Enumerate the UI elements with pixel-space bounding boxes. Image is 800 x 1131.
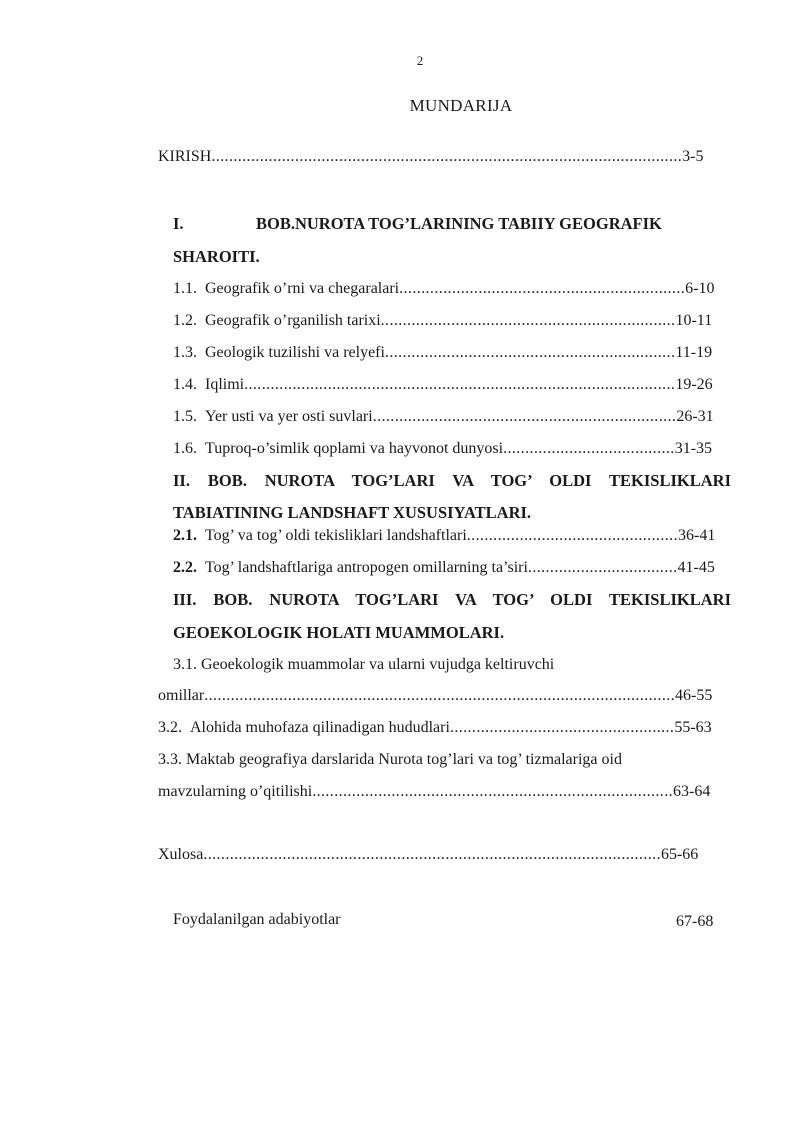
chapter2-title-line2: TABIATINING LANDSHAFT XUSUSIYATLARI. — [173, 503, 532, 522]
dot-leader: ........................................................................................................... — [204, 687, 676, 704]
dot-leader: .................................. — [527, 559, 678, 576]
toc-entry-3-3 — [158, 782, 714, 802]
toc-entry-label: omillar — [158, 687, 205, 704]
toc-entry-pages: 63-64 — [673, 783, 711, 800]
toc-entry-pages: 11-19 — [675, 344, 713, 361]
toc-entry-pages: 19-26 — [675, 376, 713, 393]
toc-entry-label: Tog’ va tog’ oldi tekisliklari landshaftlari — [205, 527, 467, 544]
toc-entry-3-1-line1: 3.1. Geoekologik muammolar va ularni vujudga keltiruvchi — [173, 656, 555, 673]
toc-entry-pages: 31-35 — [674, 440, 713, 457]
chapter2-title-line1: II. BOB. NUROTA TOG’LARI VA TOG’ OLDI TEKISLIKLARI — [173, 471, 731, 490]
dot-leader: ................................................................... — [380, 312, 676, 329]
page-number: 2 — [416, 53, 424, 68]
toc-entry-label: Geologik tuzilishi va relyefi — [205, 344, 385, 361]
toc-entry-label: KIRISH — [158, 148, 212, 165]
toc-entry-number: 1.1. — [173, 280, 197, 297]
toc-entry-number: 1.3. — [173, 344, 197, 361]
toc-entry-pages: 26-31 — [676, 408, 714, 425]
toc-entry-pages: 10-11 — [675, 312, 713, 329]
chapter3-title-line1: III. BOB. NUROTA TOG’LARI VA TOG’ OLDI TEKISLIKLARI — [173, 590, 731, 609]
toc-entry-number: 1.2. — [173, 312, 197, 329]
toc-entry-pages: 36-41 — [677, 527, 716, 544]
dot-leader: ................................................................. — [399, 280, 686, 297]
toc-entry-label: Tog’ landshaftlariga antropogen omillarning ta’siri — [205, 559, 528, 576]
toc-entry-1-2 — [173, 311, 714, 331]
chapter1-number: I. — [173, 214, 184, 233]
dot-leader: ..................................................................... — [372, 408, 677, 425]
toc-entry-1-5 — [173, 407, 714, 427]
toc-entry-1-3 — [173, 343, 714, 363]
toc-entry-label: mavzularning o’qitilishi — [158, 783, 313, 800]
toc-entry-intro — [158, 147, 706, 167]
toc-entry-number: 1.4. — [173, 376, 197, 393]
toc-entry-2-1 — [173, 526, 716, 546]
toc-entry-3-1 — [158, 686, 714, 706]
dot-leader: .................................................................................................. — [244, 376, 676, 393]
toc-entry-pages: 65-66 — [660, 846, 699, 863]
toc-entry-conclusion — [158, 845, 700, 865]
dot-leader: .................................................................. — [384, 344, 676, 361]
toc-entry-label: Iqlimi — [205, 376, 245, 393]
toc-entry-pages: 46-55 — [675, 687, 713, 704]
dot-leader: ........................................................................................................ — [203, 846, 661, 863]
toc-entry-1-6 — [173, 439, 714, 459]
toc-entry-label: Yer usti va yer osti suvlari — [205, 408, 373, 425]
toc-entry-number: 1.5. — [173, 408, 197, 425]
toc-entry-pages: 6-10 — [685, 280, 714, 297]
dot-leader: ................................................ — [466, 527, 678, 544]
toc-entry-number: 2.2. — [173, 559, 197, 576]
chapter1-title-line2: SHAROITI. — [173, 247, 260, 266]
toc-entry-pages: 41-45 — [677, 559, 715, 576]
dot-leader: ................................................... — [449, 719, 675, 736]
toc-entry-number: 3.2. — [158, 719, 182, 736]
dot-leader: ....................................... — [503, 440, 675, 457]
toc-entry-references-label: Foydalanilgan adabiyotlar — [173, 911, 341, 928]
toc-entry-3-3-line1: 3.3. Maktab geografiya darslarida Nurota tog’lari va tog’ tizmalariga oid — [158, 751, 622, 768]
toc-entry-label: Geografik o’rganilish tarixi — [205, 312, 381, 329]
toc-entry-1-4 — [173, 375, 714, 395]
toc-entry-label: Tuproq-o’simlik qoplami va hayvonot dunyosi — [205, 440, 504, 457]
toc-entry-pages: 3-5 — [682, 148, 704, 165]
chapter1-title-line1: BOB.NUROTA TOG’LARINING TABIIY GEOGRAFIK — [256, 214, 662, 233]
toc-entry-references-pages: 67-68 — [676, 913, 714, 930]
page-title: MUNDARIJA — [409, 96, 513, 115]
dot-leader: ........................................................................................................... — [211, 148, 683, 165]
toc-entry-label: Geografik o’rni va chegaralari — [205, 280, 400, 297]
toc-entry-label: Alohida muhofaza qilinadigan hududlari — [190, 719, 450, 736]
toc-entry-3-2 — [158, 718, 714, 738]
toc-entry-pages: 55-63 — [674, 719, 712, 736]
dot-leader: .................................................................................. — [312, 783, 674, 800]
toc-entry-2-2 — [173, 558, 716, 578]
toc-entry-1-1 — [173, 279, 714, 299]
toc-entry-number: 2.1. — [173, 527, 197, 544]
chapter3-title-line2: GEOEKOLOGIK HOLATI MUAMMOLARI. — [173, 623, 505, 642]
toc-entry-label: Xulosa — [158, 846, 204, 863]
toc-entry-number: 1.6. — [173, 440, 197, 457]
